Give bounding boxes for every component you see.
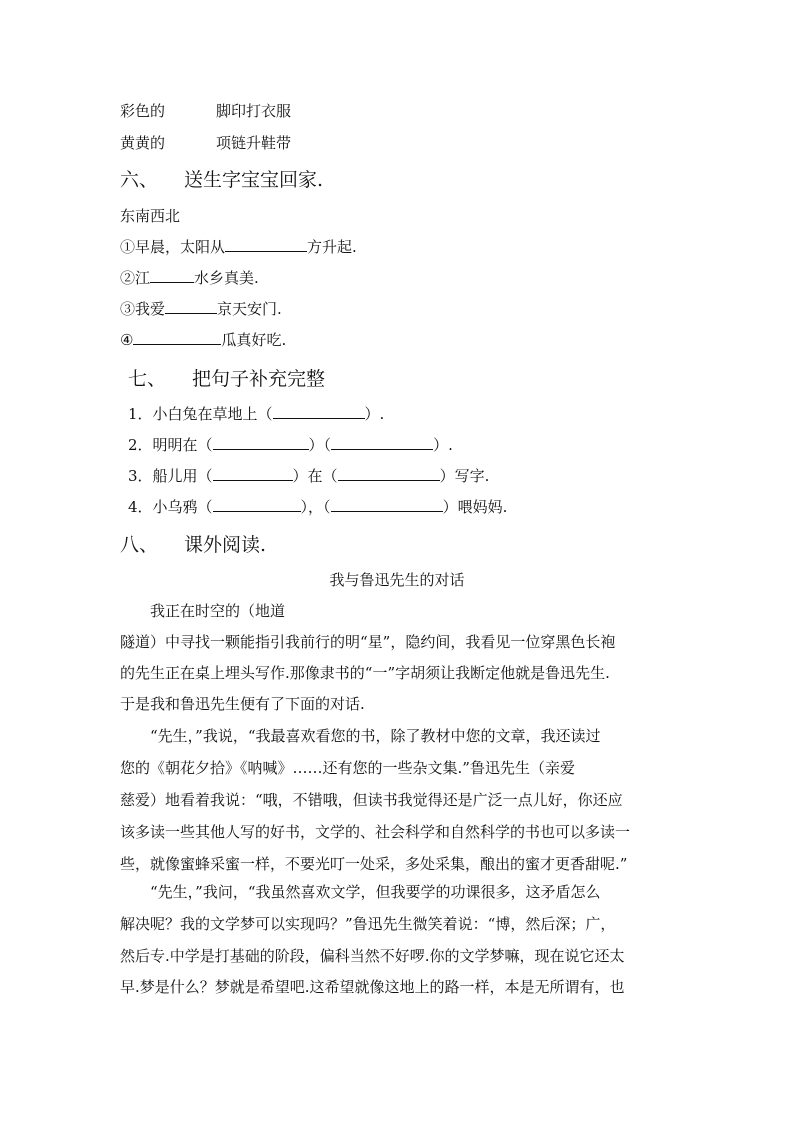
- answer-blank[interactable]: [338, 466, 440, 481]
- section-7-question-3: [128, 466, 489, 486]
- s7q3-text-after: ）写字.: [439, 467, 490, 485]
- paragraph-2-line: 些，就像蜜蜂采蜜一样，不要光叮一处采，多处采集，酿出的蜜才更香甜呢.”: [120, 855, 628, 873]
- paragraph-2-line: 您的《朝花夕拾》《呐喊》……还有您的一些杂文集.”鲁迅先生（亲爱: [120, 759, 575, 777]
- match-row-1: [120, 101, 292, 121]
- paragraph-2-line: “先生，”我说，“我最喜欢看您的书，除了教材中您的文章，我还读过: [150, 727, 601, 745]
- section-6-number: 六、: [120, 169, 159, 191]
- section-6-heading: [120, 168, 323, 192]
- section-6-question-3: [120, 299, 282, 319]
- section-8-heading: [120, 533, 266, 557]
- section-7-question-2: [128, 435, 453, 455]
- answer-blank[interactable]: [133, 330, 221, 345]
- section-7-question-4: [128, 497, 507, 517]
- section-8-title: 课外阅读.: [184, 534, 267, 556]
- answer-blank[interactable]: [213, 497, 301, 512]
- s7q1-text-after: ）.: [364, 405, 385, 423]
- s7q4-text-middle: ），（: [300, 498, 331, 516]
- section-6-question-4: [120, 330, 286, 350]
- answer-blank[interactable]: [331, 497, 443, 512]
- section-8-number: 八、: [120, 534, 159, 556]
- section-7-question-1: [128, 404, 384, 424]
- s7q4-text-before: 4．小乌鸦（: [128, 498, 213, 516]
- paragraph-1-line: 我正在时空的（地道: [150, 602, 286, 620]
- section-6-question-2: [120, 268, 259, 288]
- paragraph-1-line: 隧道）中寻找一颗能指引我前行的明“星”，隐约间，我看见一位穿黑色长袍: [120, 633, 616, 651]
- section-7-title: 把句子补充完整: [192, 368, 326, 390]
- q2-text-after: 水乡真美.: [194, 269, 259, 287]
- q3-text-before: ③我爱: [120, 300, 166, 318]
- q4-text-before: ④: [120, 331, 134, 349]
- answer-blank[interactable]: [150, 268, 194, 283]
- s7q4-text-after: ）喂妈妈.: [442, 498, 508, 516]
- s7q2-text-before: 2．明明在（: [128, 436, 213, 454]
- s7q2-text-after: ）.: [433, 436, 453, 454]
- s7q2-text-middle: ）（: [308, 436, 332, 454]
- section-6-word-bank: 东南西北: [120, 207, 181, 225]
- answer-blank[interactable]: [273, 404, 365, 419]
- answer-blank[interactable]: [213, 466, 293, 481]
- match-row-2: [120, 133, 292, 153]
- section-6-question-1: [120, 237, 357, 257]
- s7q3-text-before: 3．船儿用（: [128, 467, 213, 485]
- q1-text-after: 方升起.: [307, 238, 357, 256]
- match-right-2: 项链升鞋带: [216, 134, 292, 152]
- q3-text-after: 京天安门.: [217, 300, 282, 318]
- answer-blank[interactable]: [225, 237, 307, 252]
- section-7-number: 七、: [128, 368, 167, 390]
- paragraph-2-line: 该多读一些其他人写的好书，文学的、社会科学和自然科学的书也可以多读一: [120, 823, 631, 841]
- paragraph-3-line: 然后专.中学是打基础的阶段，偏科当然不好啰.你的文学梦嘛，现在说它还太: [120, 947, 625, 965]
- s7q3-text-middle: ）在（: [292, 467, 338, 485]
- answer-blank[interactable]: [213, 435, 309, 450]
- paragraph-1-line: 于是我和鲁迅先生便有了下面的对话.: [120, 695, 365, 713]
- paragraph-3-line: 早.梦是什么？梦就是希望吧.这希望就像这地上的路一样，本是无所谓有，也: [120, 978, 625, 996]
- paragraph-1-line: 的先生正在桌上埋头写作.那像隶书的“一”字胡须让我断定他就是鲁迅先生.: [120, 664, 610, 682]
- match-right-1: 脚印打衣服: [216, 102, 292, 120]
- match-left-1: 彩色的: [120, 102, 166, 120]
- q4-text-after: 瓜真好吃.: [221, 331, 287, 349]
- paragraph-3-line: “先生，”我问，“我虽然喜欢文学，但我要学的功课很多，这矛盾怎么: [150, 883, 601, 901]
- paragraph-3-line: 解决呢？我的文学梦可以实现吗？”鲁迅先生微笑着说：“博，然后深；广，: [120, 915, 616, 933]
- article-title: 我与鲁迅先生的对话: [329, 571, 465, 589]
- match-left-2: 黄黄的: [120, 134, 166, 152]
- answer-blank[interactable]: [165, 299, 217, 314]
- answer-blank[interactable]: [331, 435, 433, 450]
- q2-text-before: ②江: [120, 269, 151, 287]
- s7q1-text-before: 1．小白兔在草地上（: [128, 405, 273, 423]
- paragraph-2-line: 慈爱）地看着我说：“哦，不错哦，但读书我觉得还是广泛一点儿好，你还应: [120, 791, 623, 809]
- q1-text-before: ①早晨，太阳从: [120, 238, 226, 256]
- section-7-heading: [128, 367, 325, 391]
- section-6-title: 送生字宝宝回家.: [184, 169, 324, 191]
